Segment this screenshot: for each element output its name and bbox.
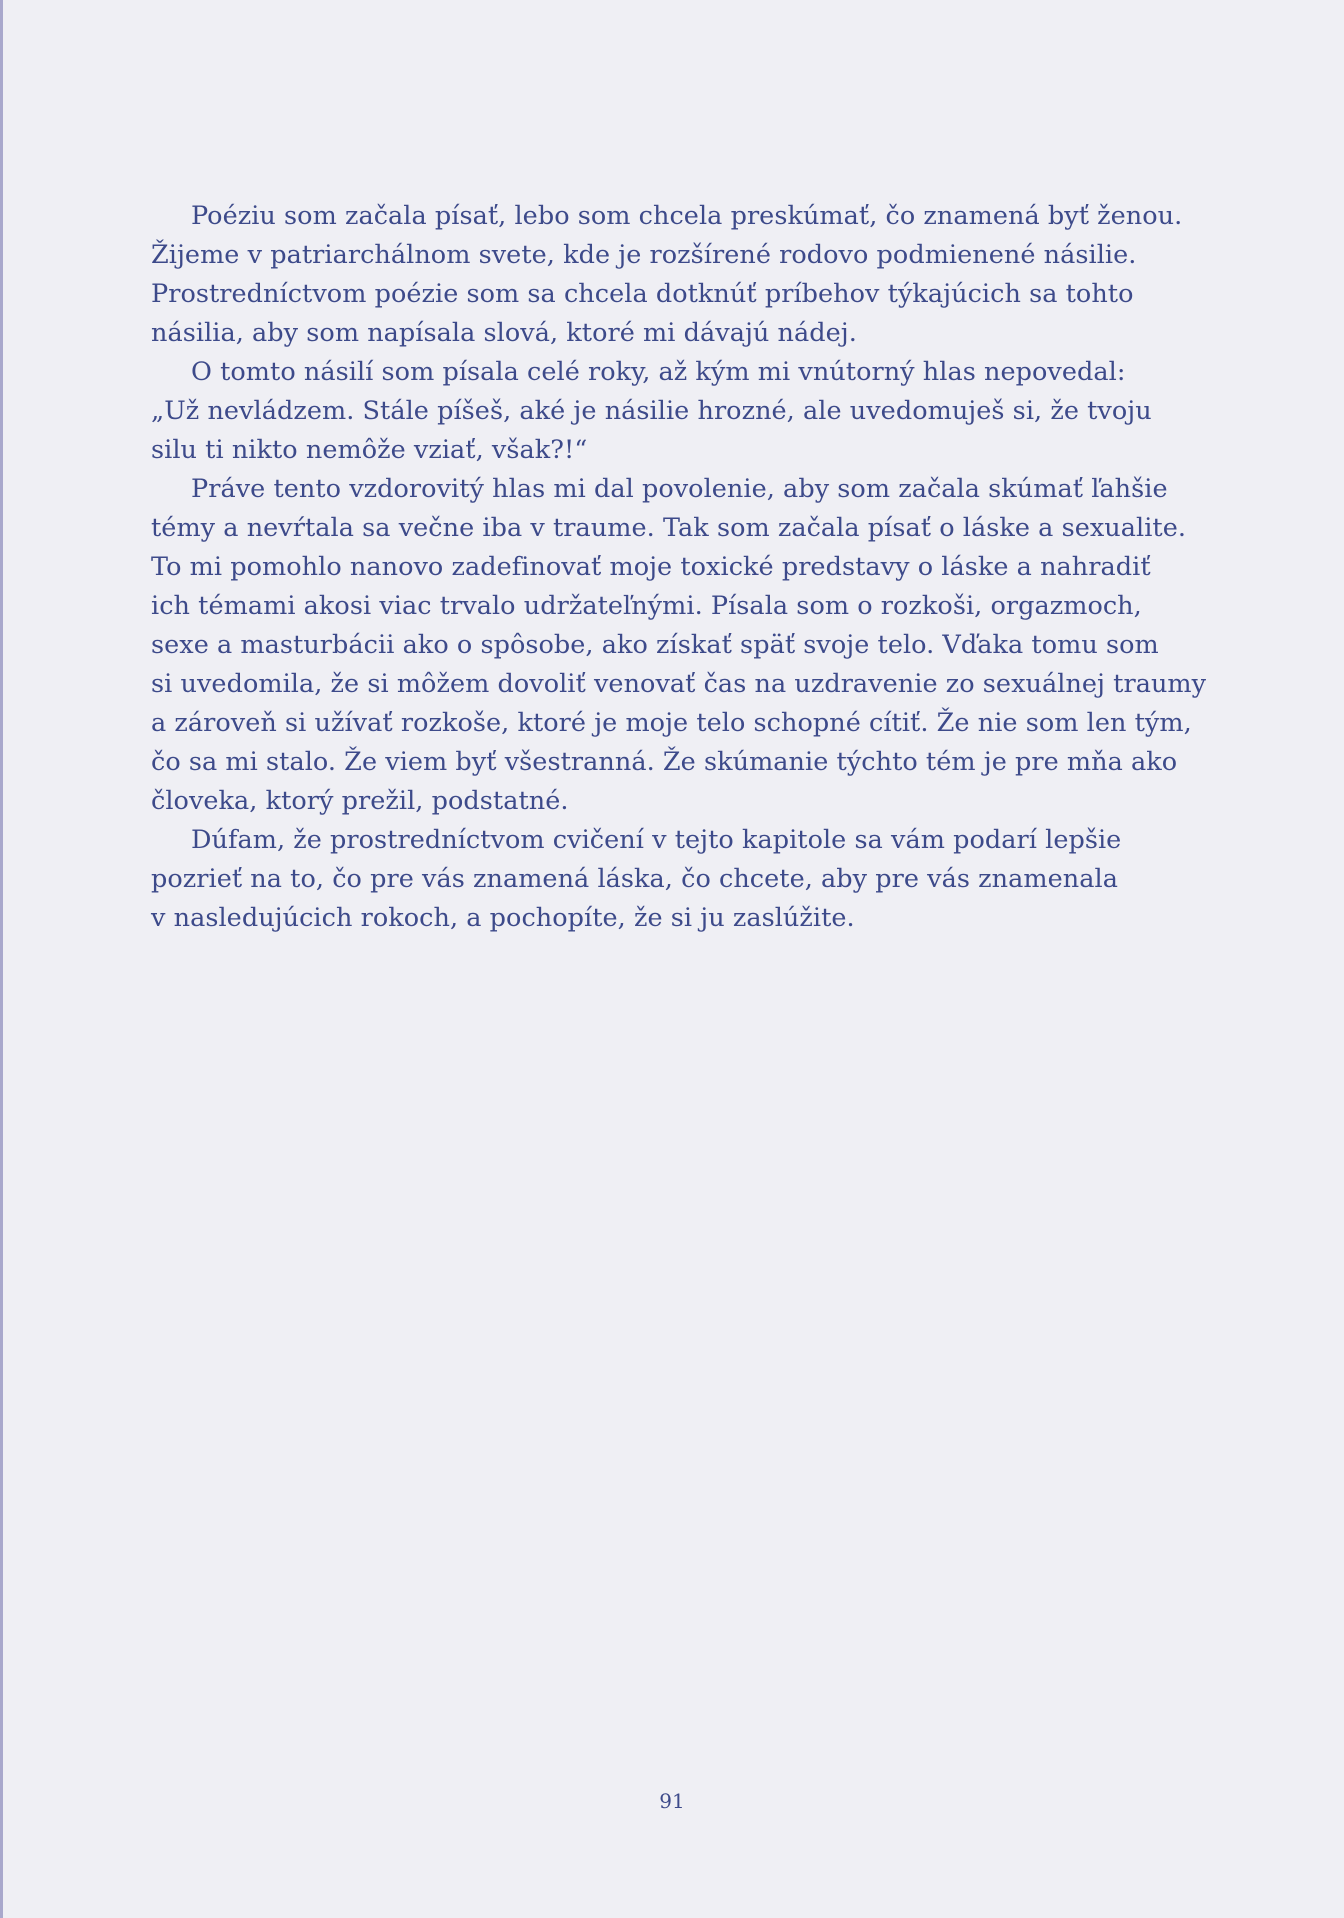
paragraph [151, 197, 1191, 353]
text-line: témy a nevŕtala sa večne iba v traume. Tak som začala písať o láske a sexualite. [151, 513, 1187, 543]
text-line: sexe a masturbácii ako o spôsobe, ako získať späť svoje telo. Vďaka tomu som [151, 630, 1159, 660]
body-text [151, 197, 1207, 938]
paragraph [151, 470, 1207, 821]
page-number: 91 [659, 1789, 685, 1813]
page-left-edge [0, 0, 3, 1918]
text-line: Prostredníctvom poézie som sa chcela dotknúť príbehov týkajúcich sa tohto [151, 279, 1134, 309]
text-line: ich témami akosi viac trvalo udržateľnými. Písala som o rozkoši, orgazmoch, [151, 591, 1142, 621]
text-line: človeka, ktorý prežil, podstatné. [151, 786, 569, 816]
text-line: Poéziu som začala písať, lebo som chcela preskúmať, čo znamená byť ženou. [191, 201, 1183, 231]
text-line: Dúfam, že prostredníctvom cvičení v tejto kapitole sa vám podarí lepšie [191, 825, 1122, 855]
text-line: „Už nevládzem. Stále píšeš, aké je násilie hrozné, ale uvedomuješ si, že tvoju [151, 396, 1152, 426]
text-line: v nasledujúcich rokoch, a pochopíte, že si ju zaslúžite. [151, 903, 855, 933]
text-line: násilia, aby som napísala slová, ktoré mi dávajú nádej. [151, 318, 857, 348]
paragraph [151, 821, 1191, 938]
text-line: pozrieť na to, čo pre vás znamená láska, čo chcete, aby pre vás znamenala [151, 864, 1118, 894]
text-line: Práve tento vzdorovitý hlas mi dal povolenie, aby som začala skúmať ľahšie [191, 474, 1168, 504]
text-line: silu ti nikto nemôže vziať, však?!“ [151, 435, 588, 465]
text-line: To mi pomohlo nanovo zadefinovať moje toxické predstavy o láske a nahradiť [151, 552, 1151, 582]
paragraph [151, 353, 1191, 470]
text-line: Žijeme v patriarchálnom svete, kde je rozšírené rodovo podmienené násilie. [151, 240, 1137, 270]
text-line: čo sa mi stalo. Že viem byť všestranná. Že skúmanie týchto tém je pre mňa ako [151, 747, 1178, 777]
text-line: O tomto násilí som písala celé roky, až kým mi vnútorný hlas nepovedal: [191, 357, 1126, 387]
text-line: si uvedomila, že si môžem dovoliť venovať čas na uzdravenie zo sexuálnej traumy [151, 669, 1207, 699]
text-line: a zároveň si užívať rozkoše, ktoré je moje telo schopné cítiť. Že nie som len tým, [151, 708, 1192, 738]
